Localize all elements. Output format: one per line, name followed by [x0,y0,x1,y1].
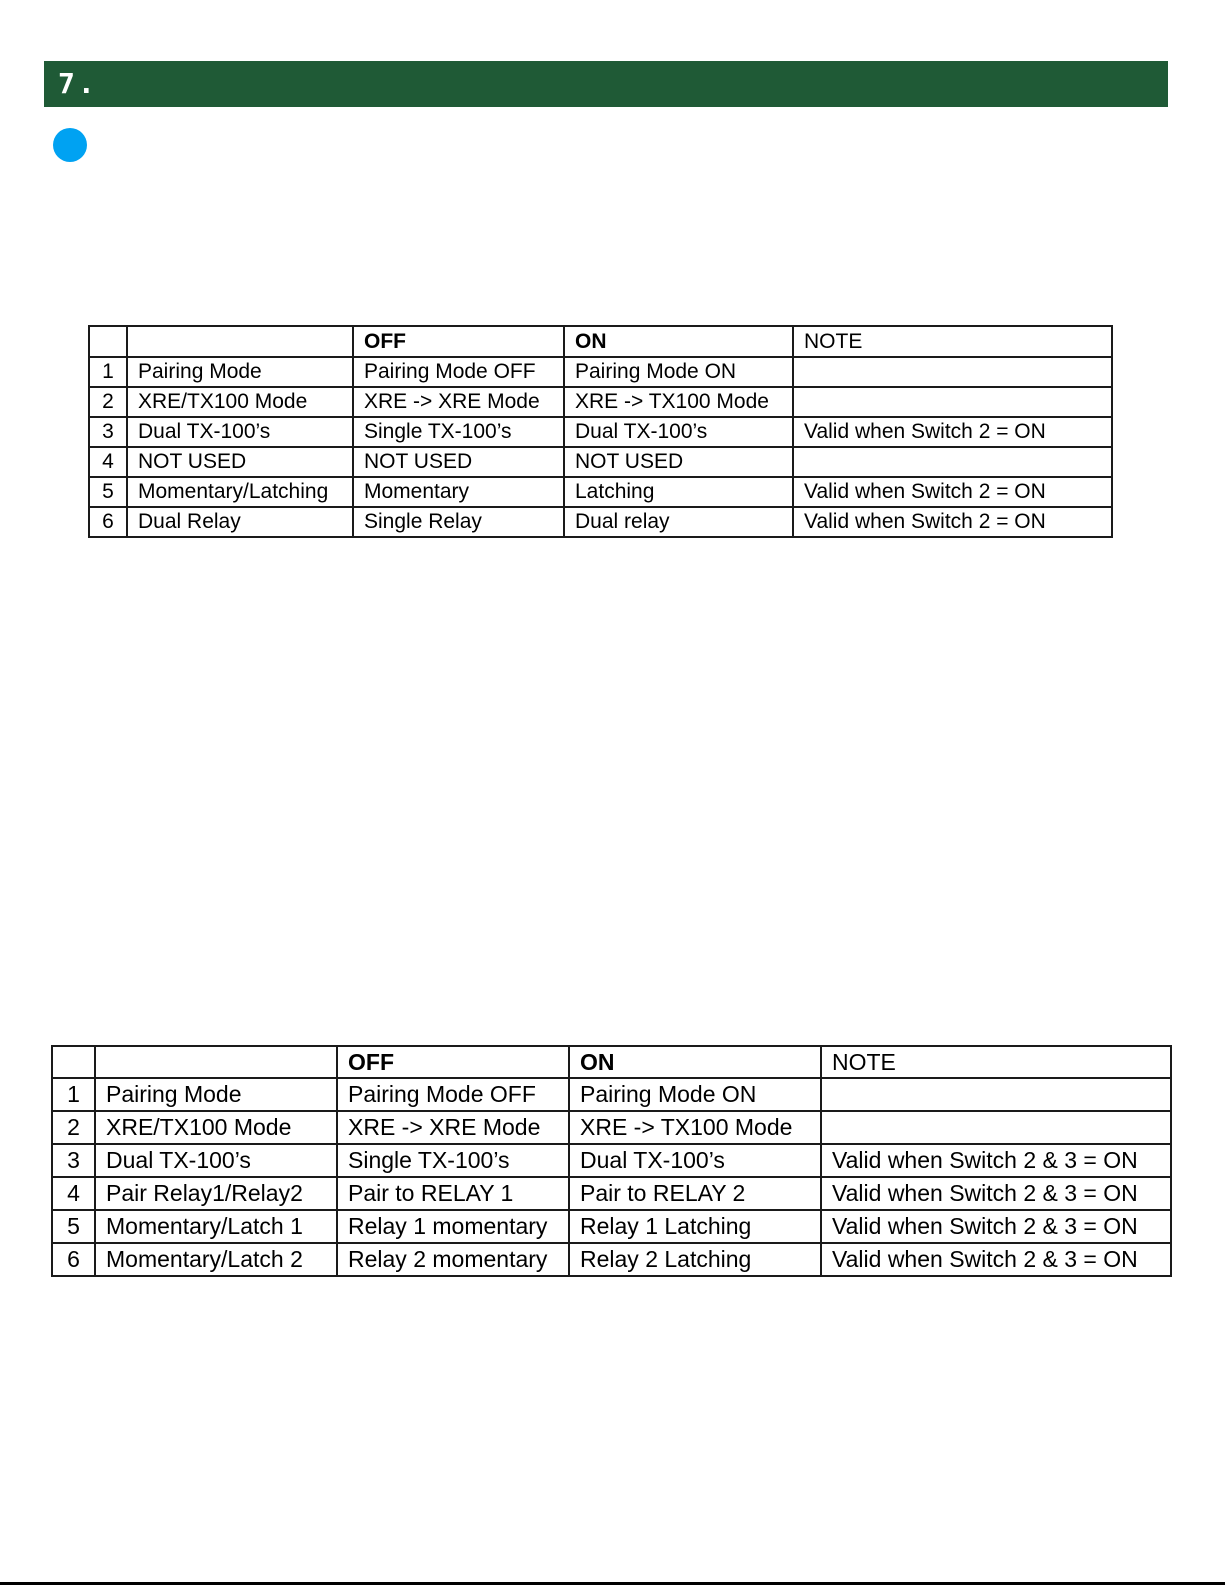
note-cell [821,1078,1171,1111]
switch-number: 3 [52,1144,95,1177]
on-cell: Relay 1 Latching [569,1210,821,1243]
on-cell: Dual TX-100’s [569,1144,821,1177]
table-row [89,477,1112,507]
header-cell-off: OFF [337,1046,569,1078]
note-cell: Valid when Switch 2 = ON [793,477,1112,507]
function-cell: NOT USED [127,447,353,477]
section-header-bar [44,61,1168,107]
table-header-row [89,326,1112,357]
function-cell: Dual TX-100’s [127,417,353,447]
table-row [89,507,1112,537]
header-cell [52,1046,95,1078]
table-row [52,1177,1171,1210]
switch-number: 3 [89,417,127,447]
note-cell [793,387,1112,417]
off-cell: Single TX-100’s [353,417,564,447]
note-cell: Valid when Switch 2 & 3 = ON [821,1243,1171,1276]
table-row [52,1210,1171,1243]
off-cell: Single TX-100’s [337,1144,569,1177]
switch-number: 6 [52,1243,95,1276]
off-cell: Momentary [353,477,564,507]
table-row [89,417,1112,447]
function-cell: Dual Relay [127,507,353,537]
on-cell: NOT USED [564,447,793,477]
table-row [52,1243,1171,1276]
table-row [89,447,1112,477]
function-cell: XRE/TX100 Mode [127,387,353,417]
dip-switch-table-2 [51,1045,1172,1277]
header-cell-note: NOTE [793,326,1112,357]
on-cell: Pair to RELAY 2 [569,1177,821,1210]
switch-number: 6 [89,507,127,537]
off-cell: XRE -> XRE Mode [353,387,564,417]
switch-number: 5 [89,477,127,507]
off-cell: Pairing Mode OFF [337,1078,569,1111]
note-cell: Valid when Switch 2 & 3 = ON [821,1210,1171,1243]
off-cell: XRE -> XRE Mode [337,1111,569,1144]
table-header-row [52,1046,1171,1078]
switch-number: 4 [89,447,127,477]
on-cell: Relay 2 Latching [569,1243,821,1276]
header-cell-off: OFF [353,326,564,357]
note-cell: Valid when Switch 2 & 3 = ON [821,1177,1171,1210]
table-row [52,1078,1171,1111]
table-row [89,357,1112,387]
switch-number: 2 [52,1111,95,1144]
switch-number: 2 [89,387,127,417]
switch-number: 1 [89,357,127,387]
section-number: 7. [58,67,98,100]
switch-number: 1 [52,1078,95,1111]
note-cell: Valid when Switch 2 & 3 = ON [821,1144,1171,1177]
on-cell: Pairing Mode ON [569,1078,821,1111]
note-cell: Valid when Switch 2 = ON [793,417,1112,447]
note-cell [793,447,1112,477]
off-cell: Single Relay [353,507,564,537]
switch-number: 5 [52,1210,95,1243]
header-cell [89,326,127,357]
switch-number: 4 [52,1177,95,1210]
on-cell: Pairing Mode ON [564,357,793,387]
note-cell [793,357,1112,387]
on-cell: Latching [564,477,793,507]
function-cell: Pairing Mode [95,1078,337,1111]
header-cell [127,326,353,357]
table-row [52,1111,1171,1144]
function-cell: Momentary/Latch 2 [95,1243,337,1276]
off-cell: Relay 2 momentary [337,1243,569,1276]
table-row [52,1144,1171,1177]
on-cell: Dual TX-100’s [564,417,793,447]
note-cell [821,1111,1171,1144]
on-cell: Dual relay [564,507,793,537]
function-cell: Momentary/Latching [127,477,353,507]
header-cell [95,1046,337,1078]
function-cell: XRE/TX100 Mode [95,1111,337,1144]
off-cell: Pair to RELAY 1 [337,1177,569,1210]
function-cell: Dual TX-100’s [95,1144,337,1177]
on-cell: XRE -> TX100 Mode [569,1111,821,1144]
dip-switch-table-1 [88,325,1113,538]
function-cell: Pairing Mode [127,357,353,387]
off-cell: Pairing Mode OFF [353,357,564,387]
on-cell: XRE -> TX100 Mode [564,387,793,417]
header-cell-on: ON [569,1046,821,1078]
function-cell: Pair Relay1/Relay2 [95,1177,337,1210]
table-row [89,387,1112,417]
off-cell: Relay 1 momentary [337,1210,569,1243]
off-cell: NOT USED [353,447,564,477]
header-cell-note: NOTE [821,1046,1171,1078]
function-cell: Momentary/Latch 1 [95,1210,337,1243]
note-cell: Valid when Switch 2 = ON [793,507,1112,537]
header-cell-on: ON [564,326,793,357]
circle-bullet-icon [53,128,87,162]
